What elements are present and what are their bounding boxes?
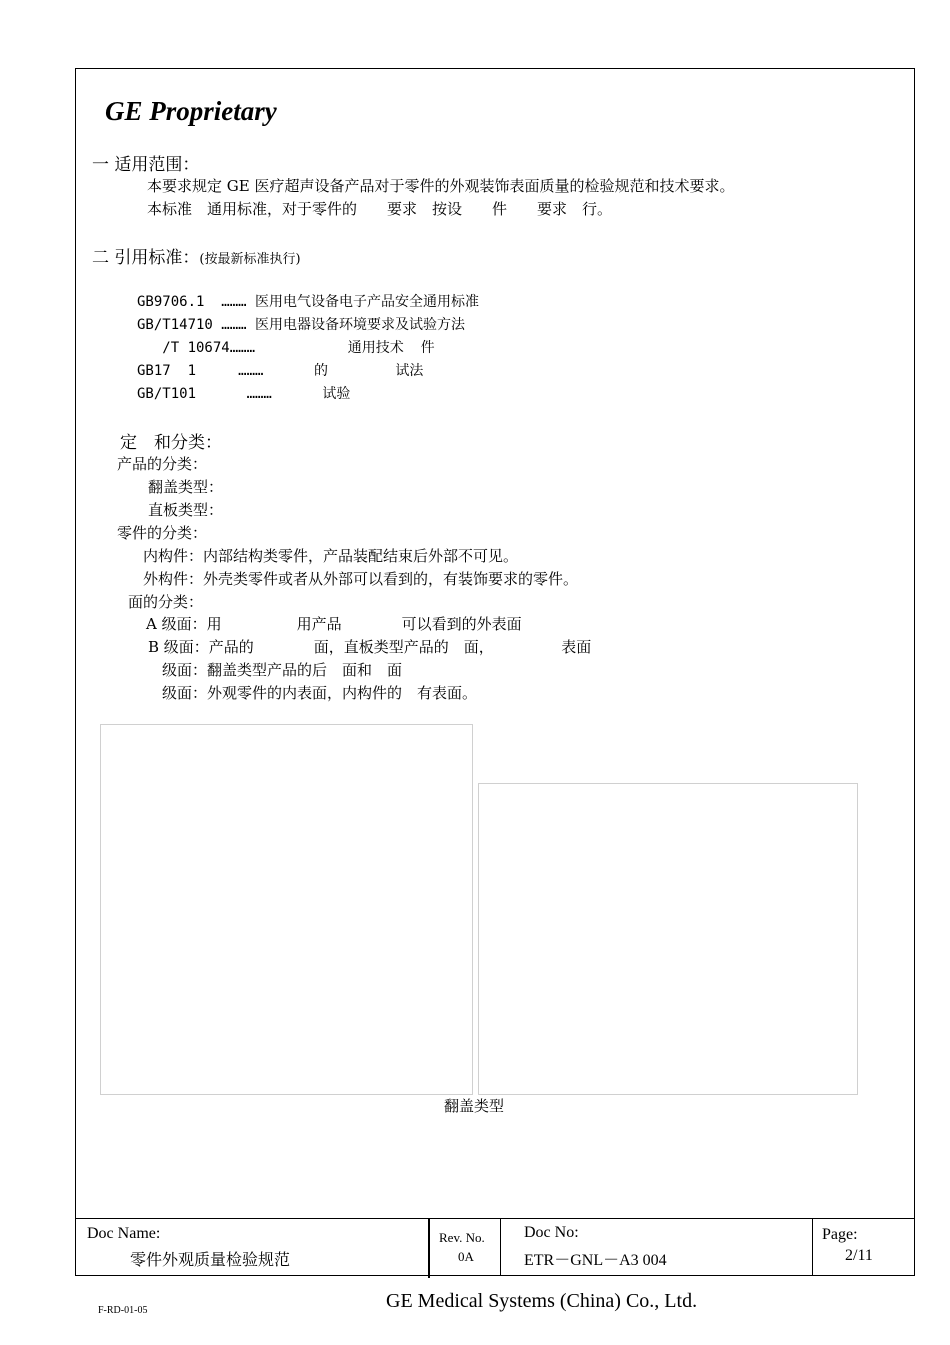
section1-line-2: 本标准 通用标准，对于零件的 要求 按设 件 要求 行。: [147, 200, 613, 218]
surface-class-label: 面的分类：: [128, 593, 204, 611]
section2-heading-text: 二 引用标准：: [92, 248, 200, 268]
inner-part-def: 内构件：内部结构类零件，产品装配结束后外部不可见。: [143, 547, 519, 565]
rev-value: 0A: [458, 1249, 474, 1264]
flip-type-label: 翻盖类型：: [148, 478, 224, 496]
section2-heading: [92, 243, 301, 268]
section2-note: (按最新标准执行): [199, 252, 301, 267]
c-surface-def: 级面：翻盖类型产品的后 面和 面: [162, 661, 403, 679]
footer-divider-3: [812, 1218, 813, 1276]
footer-divider-2: [500, 1218, 501, 1276]
outer-part-def: 外构件：外壳类零件或者从外部可以看到的，有装饰要求的零件。: [143, 570, 579, 588]
ref-line-3: /T 10674……… 通用技术 件: [137, 340, 435, 356]
figure-caption: 翻盖类型: [444, 1097, 505, 1115]
page-value: 2/11: [845, 1247, 873, 1264]
bar-type-label: 直板类型：: [148, 501, 224, 519]
ref-line-5: GB/T101 ……… 试验: [137, 386, 351, 402]
doc-name-value: 零件外观质量检验规范: [130, 1250, 291, 1269]
part-class-label: 零件的分类：: [117, 524, 208, 542]
form-id: F-RD-01-05: [98, 1305, 148, 1316]
ref-line-2: GB/T14710 ……… 医用电器设备环境要求及试验方法: [137, 317, 466, 333]
a-surface-def: A 级面：用 用产品 可以看到的外表面: [146, 615, 522, 633]
b-surface-def: B 级面：产品的 面，直板类型产品的 面， 表面: [148, 638, 592, 656]
section1-heading: 一 适用范围：: [92, 155, 200, 175]
company-name: GE Medical Systems (China) Co., Ltd.: [386, 1290, 698, 1312]
ref-line-4: GB17 1 ……… 的 试法: [137, 363, 424, 379]
proprietary-title: GE Proprietary: [105, 96, 277, 126]
page-label: Page:: [822, 1226, 858, 1243]
section1-line-1: 本要求规定 GE 医疗超声设备产品对于零件的外观装饰表面质量的检验规范和技术要求。: [147, 177, 735, 195]
flip-type-image-left: [100, 724, 473, 1095]
section3-heading: 定 和分类：: [120, 433, 222, 453]
ref-line-1: GB9706.1 ……… 医用电气设备电子产品安全通用标准: [137, 294, 480, 310]
doc-no-label: Doc No:: [524, 1224, 579, 1241]
rev-label: Rev. No.: [439, 1230, 485, 1245]
doc-no-value: ETR－GNL－A3 004: [524, 1252, 667, 1269]
product-class-label: 产品的分类：: [117, 455, 208, 473]
d-surface-def: 级面：外观零件的内表面，内构件的 有表面。: [162, 684, 478, 702]
footer-divider-1: [428, 1218, 430, 1278]
flip-type-image-right: [478, 783, 858, 1095]
doc-name-label: Doc Name:: [87, 1225, 161, 1242]
